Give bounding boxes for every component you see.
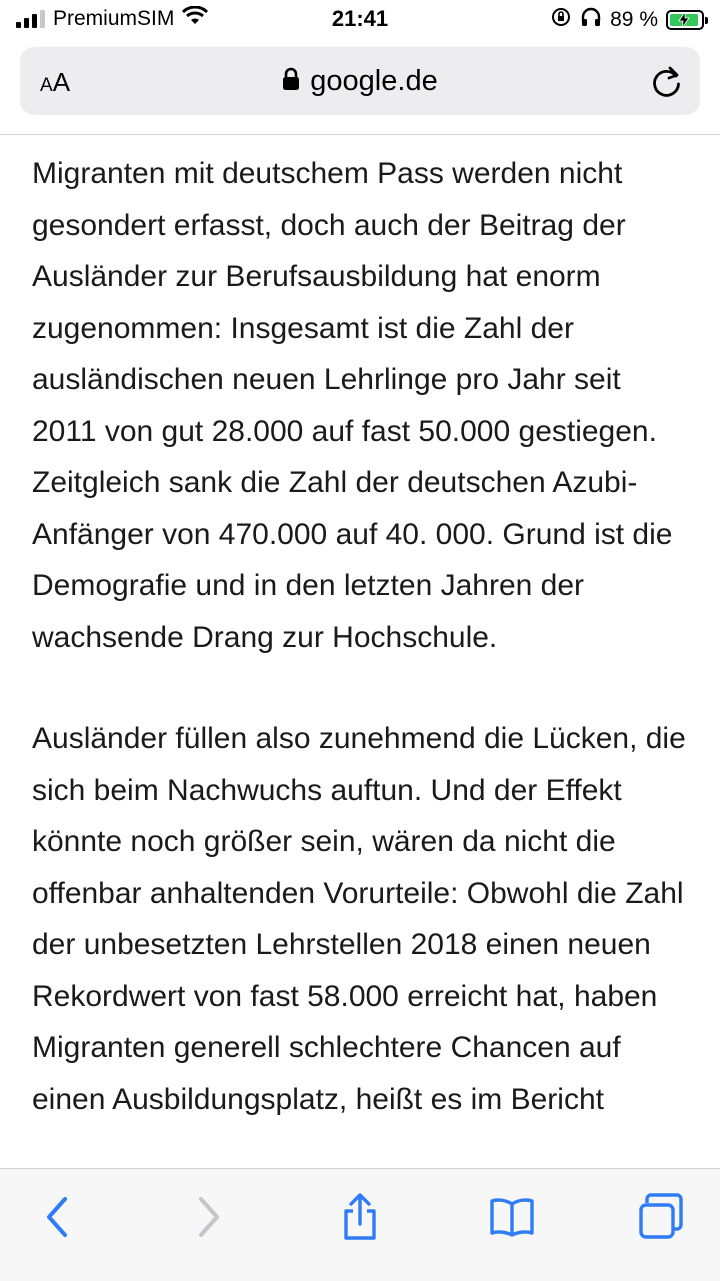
back-button[interactable] <box>30 1191 86 1247</box>
forward-button[interactable] <box>180 1191 236 1247</box>
clock: 21:41 <box>331 6 389 31</box>
reload-icon <box>650 86 684 103</box>
article-paragraph: Ausländer füllen also zunehmend die Lücken, die sich beim Nachwuchs auftun. Und der Effekt könnte noch größer sein, wären da nicht die offenbar anhaltenden Vorurteile: Obwohl die Zahl der unbesetzten Lehrstellen 2018 einen neuen Rekordwert von fast 58.000 erreicht hat, haben Migranten generell schlechtere Chancen auf einen Ausbildungsplatz, heißt es im Bericht <box>32 722 686 1116</box>
forward-icon <box>193 1196 223 1243</box>
orientation-lock-icon <box>550 6 572 34</box>
reload-button[interactable] <box>650 63 684 104</box>
share-button[interactable] <box>332 1191 388 1247</box>
lock-icon <box>282 66 300 99</box>
tabs-icon <box>637 1193 687 1246</box>
tabs-button[interactable] <box>634 1191 690 1247</box>
header-divider <box>0 134 720 135</box>
back-icon <box>43 1196 73 1243</box>
headphones-icon <box>580 6 602 34</box>
share-icon <box>340 1193 380 1246</box>
status-bar <box>0 0 720 40</box>
article-paragraph: Migranten mit deutschem Pass werden nicht gesondert erfasst, doch auch der Beitrag der Ausländer zur Berufsausbildung hat enorm zugenommen: Insgesamt ist die Zahl der ausländischen neuen Lehrlinge pro Jahr seit 2011 von gut 28.000 auf fast 50.000 gestiegen. Zeitgleich sank die Zahl der deutschen Azubi-Anfänger von 470.000 auf 40. 000. Grund ist die Demografie und in den letzten Jahren der wachsende Drang zur Hochschule. <box>32 157 673 654</box>
bottom-toolbar <box>0 1168 720 1281</box>
bookmarks-icon <box>489 1197 535 1242</box>
url-domain: google.de <box>310 65 438 97</box>
address-bar[interactable] <box>20 47 700 115</box>
battery-percent: 89 % <box>610 8 658 31</box>
battery-charging-icon <box>666 10 704 30</box>
bookmarks-button[interactable] <box>484 1191 540 1247</box>
article-body <box>32 148 692 1168</box>
text-size-label: AA <box>40 67 71 97</box>
url-field[interactable] <box>20 65 700 99</box>
carrier-name: PremiumSIM <box>53 7 175 30</box>
status-right <box>550 6 704 34</box>
